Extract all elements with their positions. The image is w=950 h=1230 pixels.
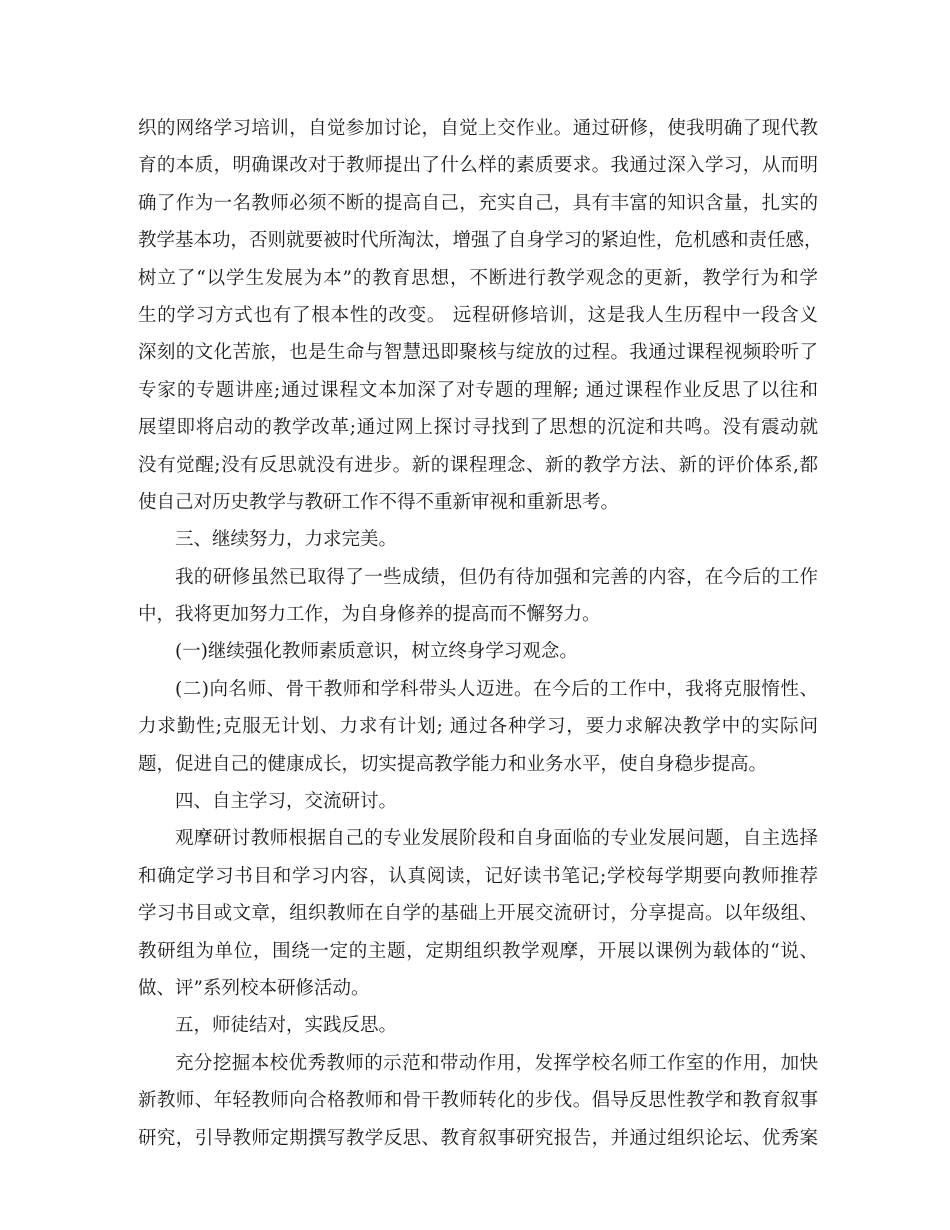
text-line: 新教师、年轻教师向合格教师和骨干教师转化的步伐。倡导反思性教学和教育叙事 <box>138 1090 818 1112</box>
text-line: 充分挖掘本校优秀教师的示范和带动作用，发挥学校名师工作室的作用，加快 <box>175 1052 818 1074</box>
text-line: 教研组为单位，围绕一定的主题，定期组织教学观摩，开展以课例为载体的“说、 <box>138 940 818 962</box>
text-line: 确了作为一名教师必须不断的提高自己，充实自己，具有丰富的知识含量，扎实的 <box>138 192 818 214</box>
text-line: 展望即将启动的教学改革;通过网上探讨寻找到了思想的沉淀和共鸣。没有震动就 <box>138 417 818 439</box>
text-line: 使自己对历史教学与教研工作不得不重新审视和重新思考。 <box>138 491 620 513</box>
document-body <box>138 110 823 1157</box>
text-line: 五，师徒结对，实践反思。 <box>175 1015 398 1037</box>
text-line: 力求勤性;克服无计划、力求有计划; 通过各种学习，要力求解决教学中的实际问 <box>138 716 818 738</box>
text-line: 没有觉醒;没有反思就没有进步。新的课程理念、新的教学方法、新的评价体系,都 <box>138 454 818 476</box>
text-line: 中，我将更加努力工作，为自身修养的提高而不懈努力。 <box>138 604 601 626</box>
text-line: 研究，引导教师定期撰写教学反思、教育叙事研究报告，并通过组织论坛、优秀案 <box>138 1127 818 1149</box>
text-line: 我的研修虽然已取得了一些成绩，但仍有待加强和完善的内容，在今后的工作 <box>175 566 818 588</box>
text-line: 树立了“以学生发展为本”的教育思想，不断进行教学观念的更新，教学行为和学 <box>138 267 818 289</box>
text-line: 学习书目或文章，组织教师在自学的基础上开展交流研讨，分享提高。以年级组、 <box>138 903 818 925</box>
text-line: 专家的专题讲座;通过课程文本加深了对专题的理解; 通过课程作业反思了以往和 <box>138 379 818 401</box>
text-line: 三、继续努力，力求完美。 <box>175 529 398 551</box>
text-line: 生的学习方式也有了根本性的改变。 远程研修培训，这是我人生历程中一段含义 <box>138 304 818 326</box>
text-line: 织的网络学习培训，自觉参加讨论，自觉上交作业。通过研修，使我明确了现代教 <box>138 118 818 139</box>
text-line: (二)向名师、骨干教师和学科带头人迈进。在今后的工作中，我将克服惰性、 <box>175 678 818 700</box>
text-line: 深刻的文化苦旅，也是生命与智慧迅即聚核与绽放的过程。我通过课程视频聆听了 <box>138 342 818 364</box>
text-line: 题，促进自己的健康成长，切实提高教学能力和业务水平，使自身稳步提高。 <box>138 753 768 775</box>
text-line: 教学基本功，否则就要被时代所淘汰，增强了自身学习的紧迫性，危机感和责任感， <box>138 230 823 252</box>
text-line: 和确定学习书目和学习内容，认真阅读，记好读书笔记;学校每学期要向教师推荐 <box>138 865 818 887</box>
text-line: 育的本质，明确课改对于教师提出了什么样的素质要求。我通过深入学习，从而明 <box>138 155 818 177</box>
text-line: 观摩研讨教师根据自己的专业发展阶段和自身面临的专业发展问题，自主选择 <box>175 828 818 850</box>
text-line: 四、自主学习，交流研讨。 <box>175 791 398 813</box>
text-line: 做、评”系列校本研修活动。 <box>138 977 370 999</box>
text-line: (一)继续强化教师素质意识，树立终身学习观念。 <box>175 641 578 663</box>
